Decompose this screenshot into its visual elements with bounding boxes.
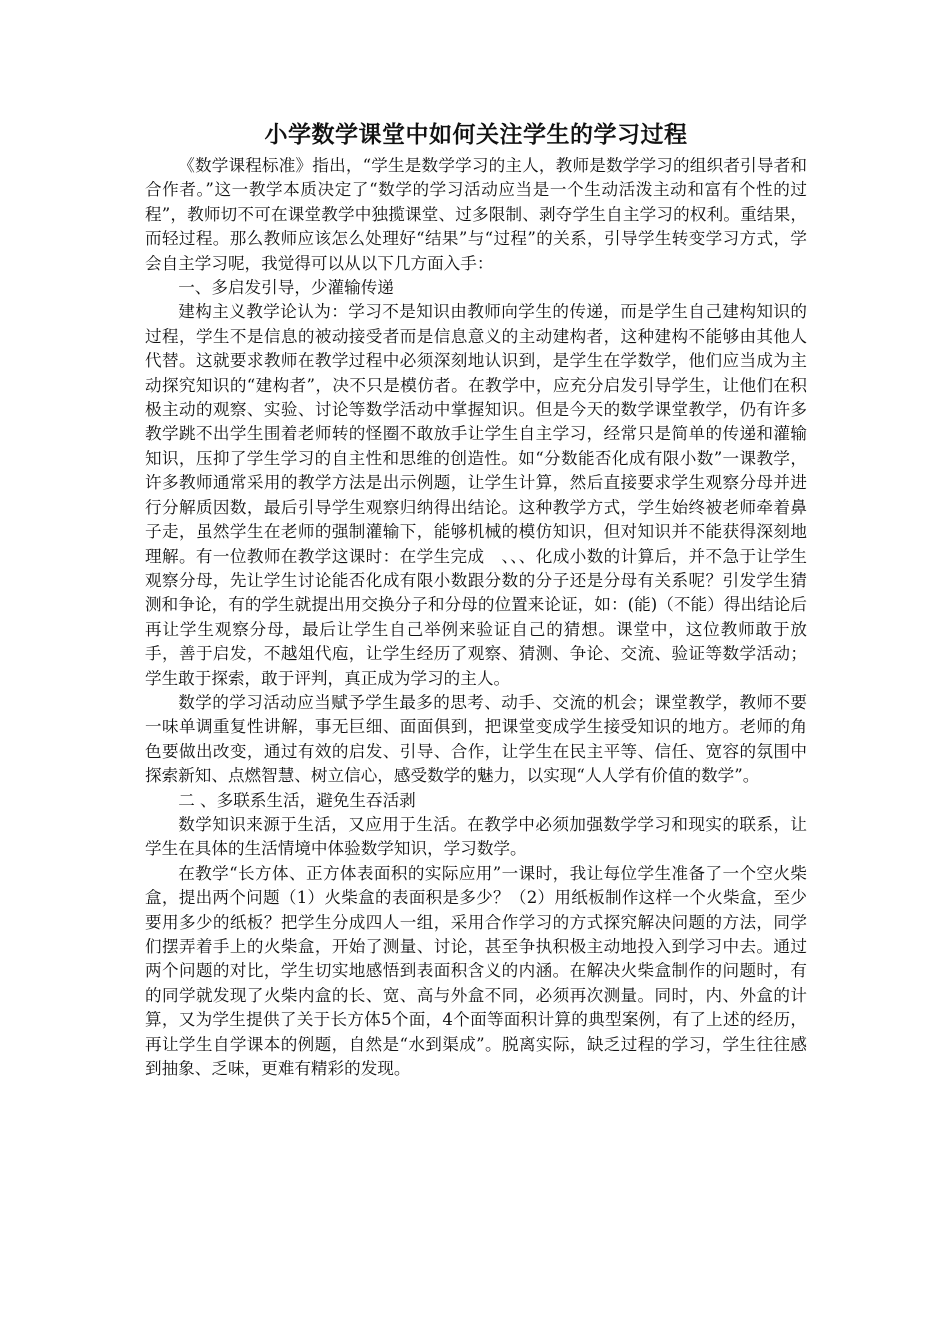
- section-heading-2: 二 、多联系生活，避免生吞活剥: [178, 790, 416, 810]
- section-heading-1: 一、多启发引导，少灌输传递: [178, 278, 394, 298]
- document-page: [145, 118, 807, 1081]
- body-paragraph-constructivism: 建构主义教学论认为：学习不是知识由教师向学生的传递，而是学生自己建构知识的过程，学生不是信息的被动接受者而是信息意义的主动建构者，这种建构不能够由其他人代替。这就要求教师在教学过程中必须深刻地认识到，是学生在学数学，他们应当成为主动探究知识的“建构者”，决不只是模仿者。在教学中，应充分启发引导学生，让他们在积极主动的观察、实验、讨论等数学活动中掌握知识。但是今天的数学课堂教学，仍有许多教学跳不出学生围着老师转的怪圈不敢放手让学生自主学习，经常只是简单的传递和灌输知识，压抑了学生学习的自主性和思维的创造性。如“分数能否化成有限小数”一课教学，许多教师通常采用的教学方法是出示例题，让学生计算，然后直接要求学生观察分母并进行分解质因数，最后引导学生观察归纳得出结论。这种教学方式，学生始终被老师牵着鼻子走，虽然学生在老师的强制灌输下，能够机械的模仿知识，但对知识并不能获得深刻地理解。有一位教师在教学这课时：在学生完成 、、、化成小数的计算后，并不急于让学生观察分母，先让学生讨论能否化成有限小数跟分数的分子还是分母有关系呢？引发学生猜测和争论，有的学生就提出用交换分子和分母的位置来论证，如：(能)（不能）得出结论后再让学生观察分母，最后让学生自己举例来验证自己的猜想。课堂中，这位教师敢于放手，善于启发，不越俎代庖，让学生经历了观察、猜测、争论、交流、验证等数学活动；学生敢于探索，敢于评判，真正成为学习的主人。: [145, 302, 807, 688]
- intro-paragraph: 《数学课程标准》指出，“学生是数学学习的主人，教师是数学学习的组织者引导者和合作者。”这一教学本质决定了“数学的学习活动应当是一个生动活泼主动和富有个性的过程”，教师切不可在课堂教学中独揽课堂、过多限制、剥夺学生自主学习的权利。重结果，而轻过程。那么教师应该怎么处理好“结果”与“过程”的关系，引导学生转变学习方式，学会自主学习呢，我觉得可以从以下几方面入手：: [145, 156, 807, 273]
- body-paragraph-learning-activity: 数学的学习活动应当赋予学生最多的思考、动手、交流的机会；课堂教学，教师不要一味单调重复性讲解，事无巨细、面面俱到，把课堂变成学生接受知识的地方。老师的角色要做出改变，通过有效的启发、引导、合作，让学生在民主平等、信任、宽容的氛围中探索新知、点燃智慧、树立信心，感受数学的魅力，以实现“人人学有价值的数学”。: [145, 692, 807, 786]
- document-title: 小学数学课堂中如何关注学生的学习过程: [264, 121, 688, 148]
- body-paragraph-life-connection: 数学知识来源于生活，又应用于生活。在教学中必须加强数学学习和现实的联系，让学生在具体的生活情境中体验数学知识，学习数学。: [145, 814, 807, 859]
- body-paragraph-matchbox-example: 在教学“长方体、正方体表面积的实际应用”一课时，我让每位学生准备了一个空火柴盒，提出两个问题（1）火柴盒的表面积是多少？（2）用纸板制作这样一个火柴盒，至少要用多少的纸板？把学生分成四人一组，采用合作学习的方式探究解决问题的方法，同学们摆弄着手上的火柴盒，开始了测量、讨论，甚至争执积极主动地投入到学习中去。通过两个问题的对比，学生切实地感悟到表面积含义的内涵。在解决火柴盒制作的问题时，有的同学就发现了火柴内盒的长、宽、高与外盒不同，必须再次测量。同时，内、外盒的计算，又为学生提供了关于长方体5个面，4个面等面积计算的典型案例，有了上述的经历，再让学生自学课本的例题，自然是“水到渠成”。脱离实际，缺乏过程的学习，学生往往感到抽象、乏味，更难有精彩的发现。: [145, 863, 807, 1079]
